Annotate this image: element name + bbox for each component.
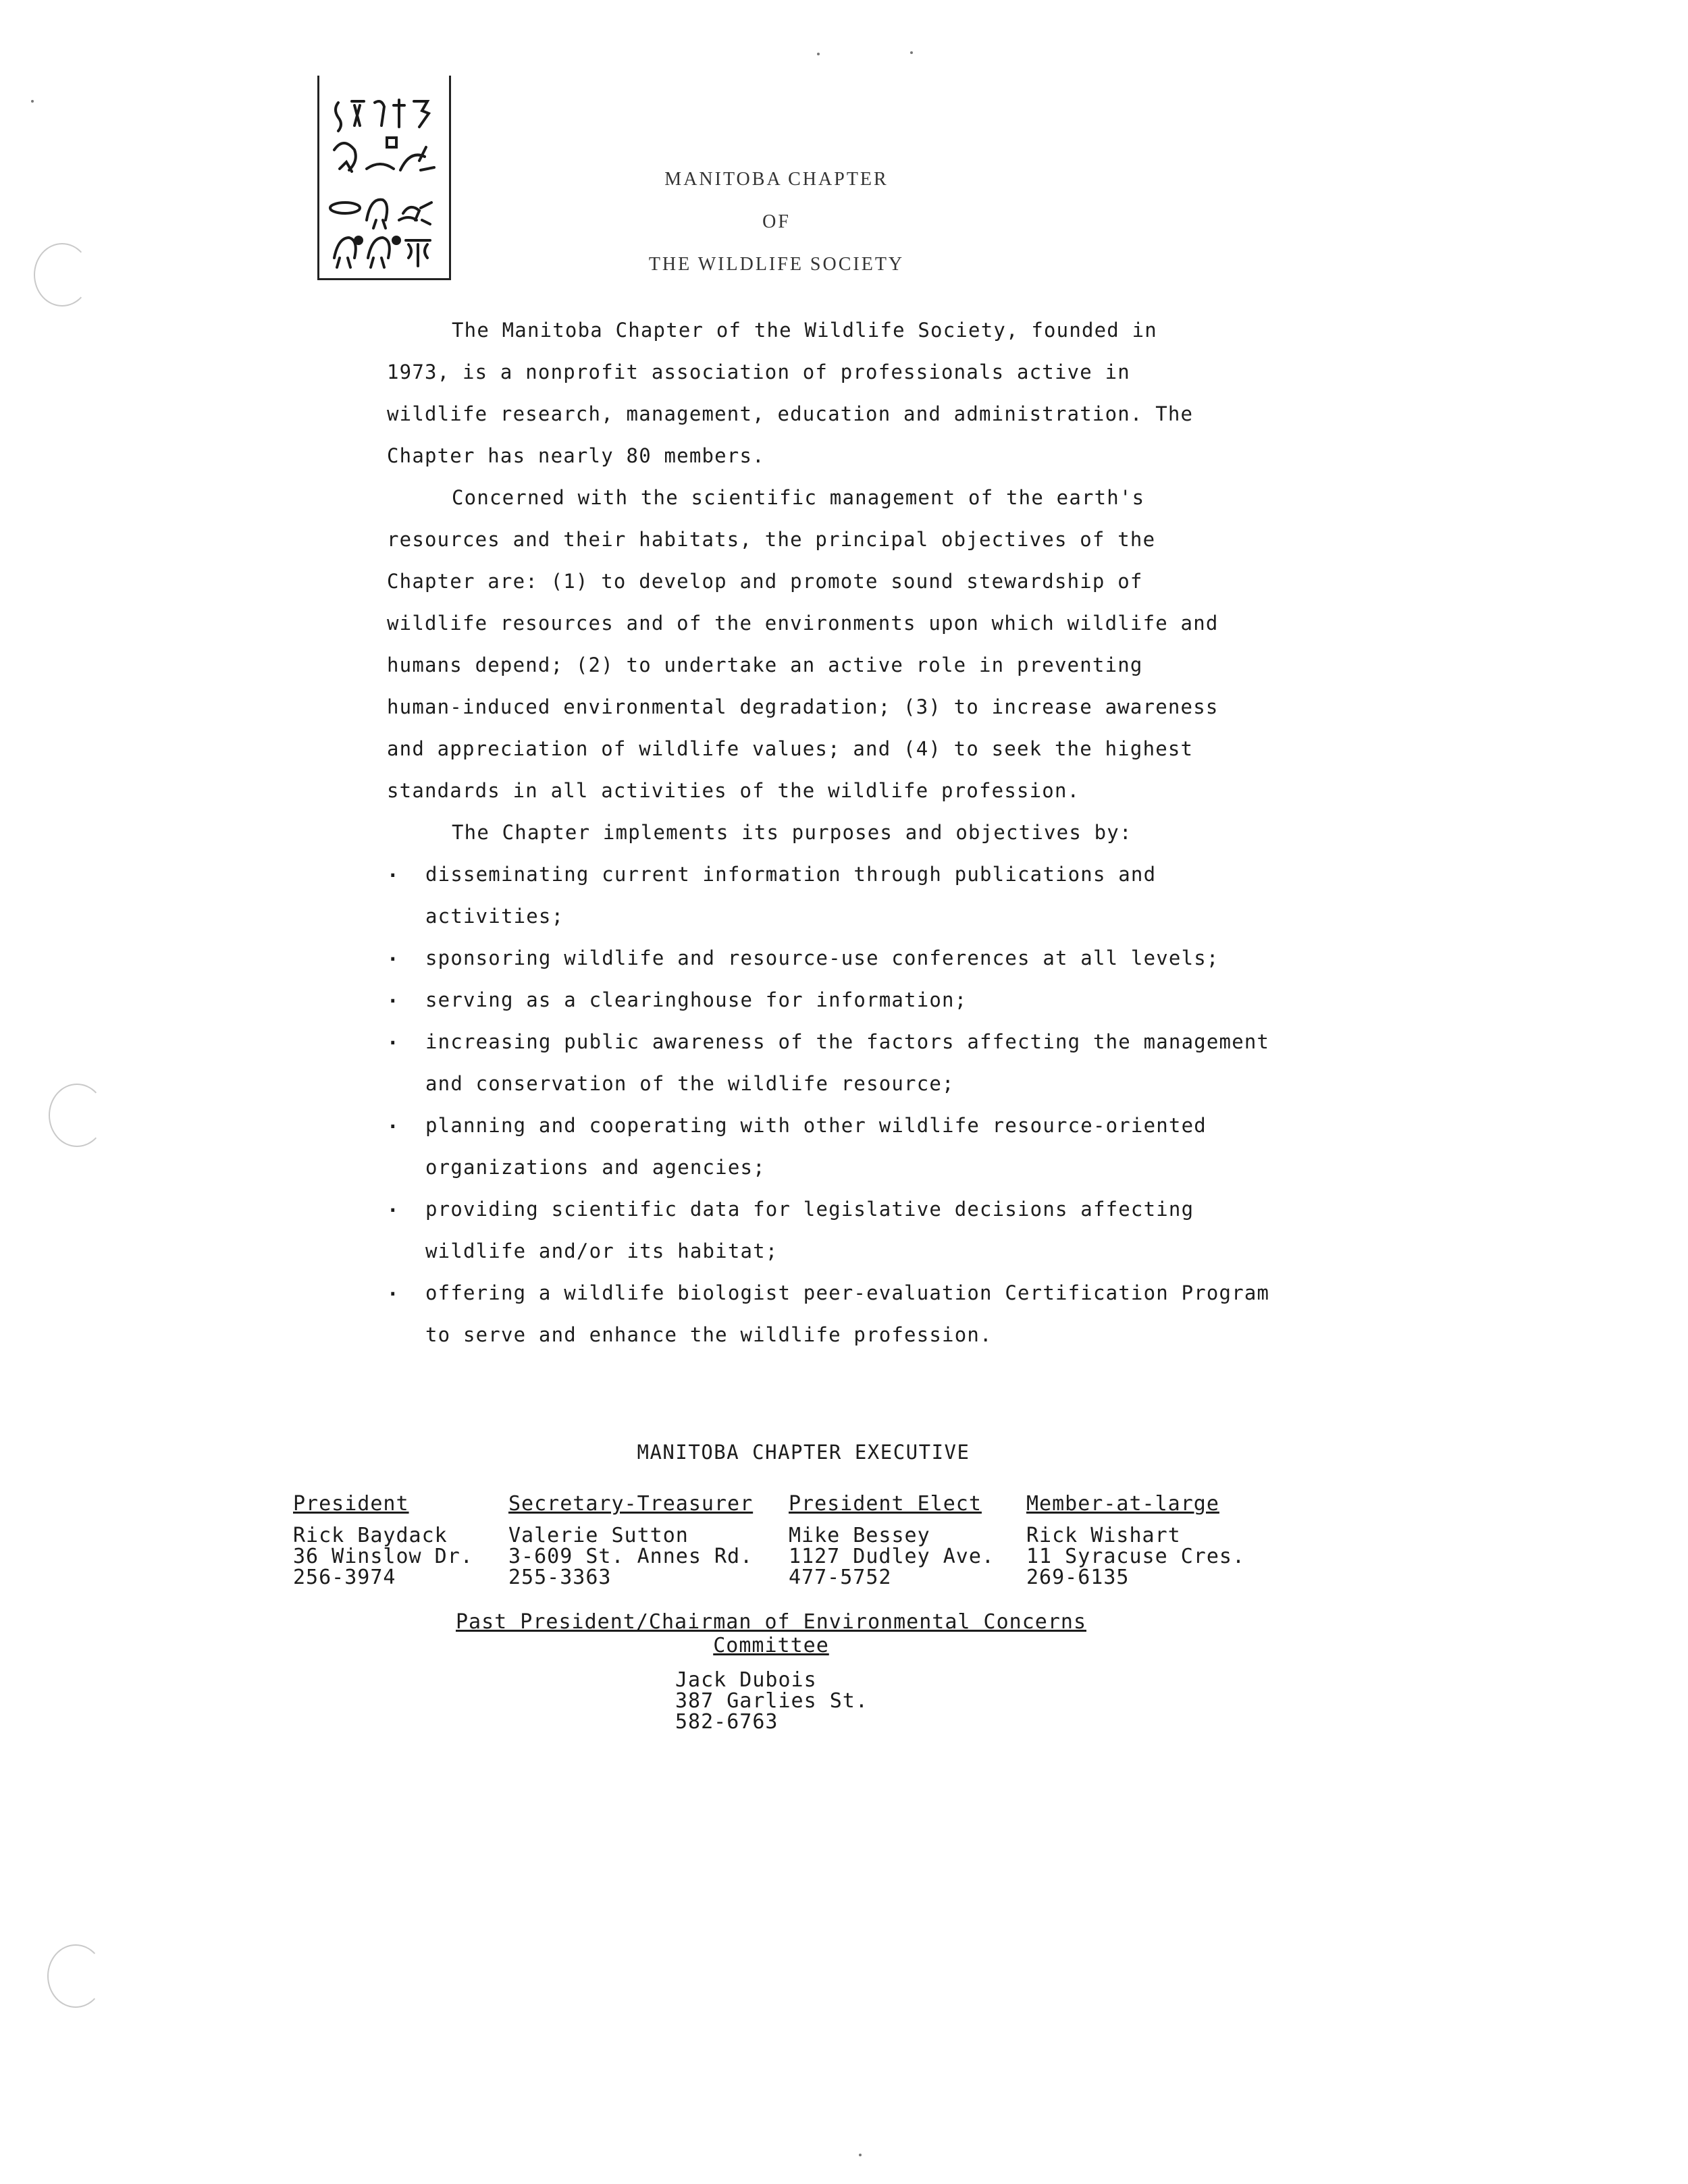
paragraph-intro: The Manitoba Chapter of the Wildlife Society, founded in 1973, is a nonprofit association of professionals active in wildlife research, management, education and administration. The Chapter has nearly 80 members.: [387, 319, 1194, 467]
punch-hole-bottom: [47, 1944, 104, 2008]
member-phone: 582-6763: [675, 1710, 779, 1734]
list-item: . increasing public awareness of the factors affecting the management and conservation of the wildlife resource;: [387, 1021, 1276, 1104]
member-role: Secretary-Treasurer: [508, 1492, 754, 1516]
member-role: Past President/Chairman of Environmental Concerns Committee: [455, 1610, 1086, 1657]
member-address: 36 Winslow Dr.: [293, 1545, 473, 1568]
list-item: . serving as a clearinghouse for information;: [387, 979, 1276, 1021]
hieroglyph-logo: [317, 76, 451, 280]
scan-speck: [910, 51, 913, 54]
paragraph-objectives: Concerned with the scientific management of the earth's resources and their habitats, the principal objectives of the Chapter are: (1) to develop and promote sound stewardship of wildlife resources and of the environments upon which wildlife and humans depend; (2) to undertake an active role in preventing human-induced environmental degradation; (3) to increase awareness and appreciation of wildlife values; and (4) to seek the highest standards in all activities of the wildlife profession.: [387, 486, 1219, 802]
list-item: . disseminating current information through publications and activities;: [387, 853, 1276, 937]
list-item: . sponsoring wildlife and resource-use conferences at all levels;: [387, 937, 1276, 979]
member-address: 11 Syracuse Cres.: [1026, 1545, 1246, 1568]
member-phone: 255-3363: [508, 1566, 612, 1589]
header-line-of: OF: [762, 211, 791, 232]
executive-member-secretary-treasurer: [508, 1493, 753, 1588]
member-name: Mike Bessey: [789, 1524, 930, 1547]
punch-hole-middle: [49, 1084, 105, 1147]
member-name: Valerie Sutton: [508, 1524, 689, 1547]
member-phone: 256-3974: [293, 1566, 396, 1589]
executive-member-president: [293, 1493, 473, 1588]
header-line-society: THE WILDLIFE SOCIETY: [648, 254, 905, 275]
member-address: 3-609 St. Annes Rd.: [508, 1545, 754, 1568]
member-role: President Elect: [789, 1492, 982, 1516]
member-phone: 269-6135: [1026, 1566, 1130, 1589]
executive-member-president-elect: [789, 1493, 995, 1588]
hieroglyph-icon: [319, 76, 449, 278]
member-phone: 477-5752: [789, 1566, 892, 1589]
scan-speck: [31, 100, 34, 103]
member-role: President: [293, 1492, 409, 1516]
executive-past-president: [393, 1610, 1149, 1732]
member-address: 1127 Dudley Ave.: [789, 1545, 995, 1568]
member-address: 387 Garlies St.: [675, 1689, 868, 1713]
member-name: Rick Wishart: [1026, 1524, 1181, 1547]
executive-title: MANITOBA CHAPTER EXECUTIVE: [637, 1441, 970, 1464]
list-item: . planning and cooperating with other wildlife resource-oriented organizations and agencies;: [387, 1104, 1276, 1188]
body-text: [387, 309, 1305, 1356]
member-name: Rick Baydack: [293, 1524, 448, 1547]
header-line-chapter: MANITOBA CHAPTER: [664, 169, 889, 190]
executive-member-at-large: [1026, 1493, 1245, 1588]
list-item: . providing scientific data for legislative decisions affecting wildlife and/or its habitat;: [387, 1188, 1276, 1272]
scan-speck: [859, 2154, 862, 2156]
activities-list: [387, 853, 1305, 1356]
member-role: Member-at-large: [1026, 1492, 1219, 1516]
member-name: Jack Dubois: [675, 1668, 817, 1692]
list-item: . offering a wildlife biologist peer-evaluation Certification Program to serve and enhance the wildlife profession.: [387, 1272, 1276, 1356]
paragraph-implements: The Chapter implements its purposes and objectives by:: [452, 821, 1132, 844]
punch-hole-top: [34, 243, 90, 307]
scan-speck: [817, 53, 820, 55]
